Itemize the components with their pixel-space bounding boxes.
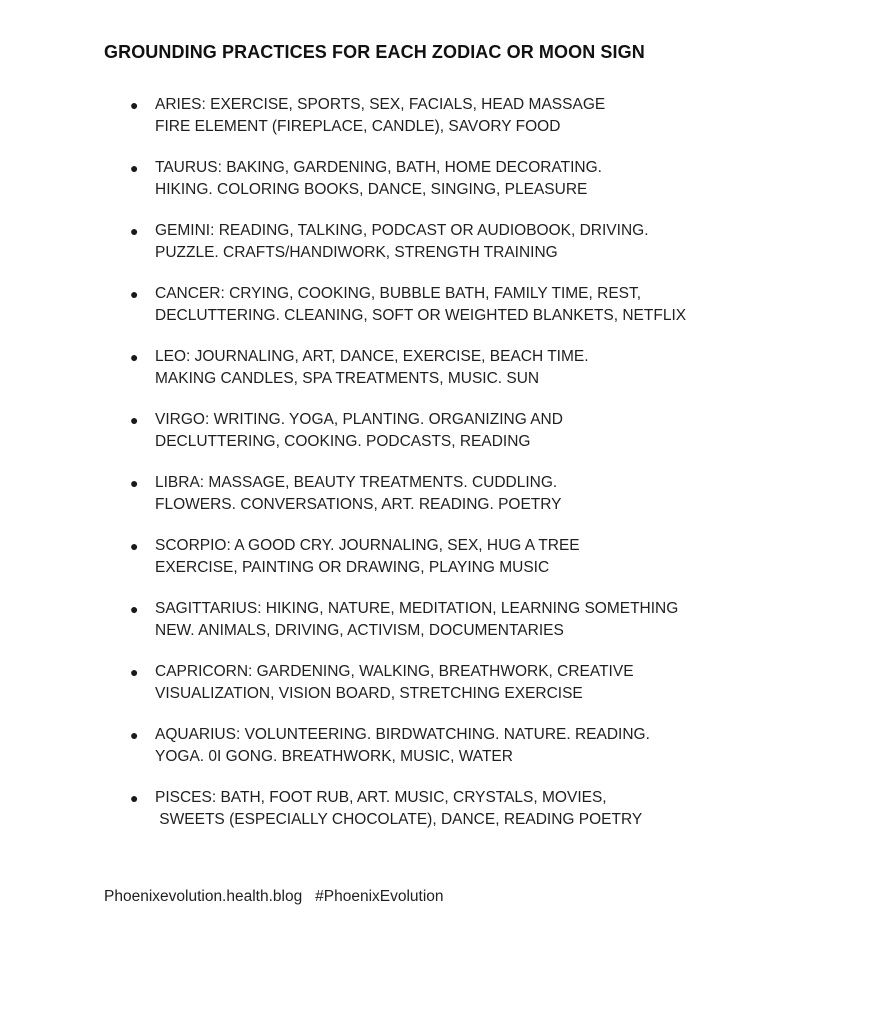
item-line: SAGITTARIUS: HIKING, NATURE, MEDITATION, LEARNING SOMETHING: [155, 600, 679, 617]
list-item-scorpio: [128, 535, 848, 598]
item-line: DECLUTTERING. CLEANING, SOFT OR WEIGHTED BLANKETS, NETFLIX: [155, 306, 687, 324]
item-line: EXERCISE, PAINTING OR DRAWING, PLAYING MUSIC: [155, 558, 550, 576]
item-line: CAPRICORN: GARDENING, WALKING, BREATHWORK, CREATIVE: [155, 663, 634, 680]
item-line: SWEETS (ESPECIALLY CHOCOLATE), DANCE, READING POETRY: [155, 810, 643, 828]
item-line: CANCER: CRYING, COOKING, BUBBLE BATH, FAMILY TIME, REST,: [155, 285, 642, 302]
bullet-icon: ●: [130, 538, 139, 554]
item-line: ARIES: EXERCISE, SPORTS, SEX, FACIALS, HEAD MASSAGE: [155, 96, 606, 113]
bullet-icon: ●: [130, 97, 139, 113]
footer-credit: Phoenixevolution.health.blog #PhoenixEvolution: [104, 888, 444, 905]
bullet-icon: ●: [130, 601, 139, 617]
item-line: NEW. ANIMALS, DRIVING, ACTIVISM, DOCUMENTARIES: [155, 621, 564, 639]
list-item-libra: [128, 472, 848, 535]
item-line: VIRGO: WRITING. YOGA, PLANTING. ORGANIZING AND: [155, 411, 563, 428]
item-line: PISCES: BATH, FOOT RUB, ART. MUSIC, CRYSTALS, MOVIES,: [155, 789, 607, 806]
bullet-icon: ●: [130, 475, 139, 491]
list-item-leo: [128, 346, 848, 409]
bullet-icon: ●: [130, 790, 139, 806]
zodiac-list: [128, 94, 848, 850]
bullet-icon: ●: [130, 664, 139, 680]
item-line: PUZZLE. CRAFTS/HANDIWORK, STRENGTH TRAINING: [155, 243, 558, 261]
bullet-icon: ●: [130, 286, 139, 302]
item-line: FIRE ELEMENT (FIREPLACE, CANDLE), SAVORY FOOD: [155, 117, 561, 135]
list-item-gemini: [128, 220, 848, 283]
page-title: GROUNDING PRACTICES FOR EACH ZODIAC OR MOON SIGN: [104, 42, 645, 62]
list-item-capricorn: [128, 661, 848, 724]
bullet-icon: ●: [130, 412, 139, 428]
item-line: TAURUS: BAKING, GARDENING, BATH, HOME DECORATING.: [155, 159, 602, 176]
item-line: LIBRA: MASSAGE, BEAUTY TREATMENTS. CUDDLING.: [155, 474, 558, 491]
bullet-icon: ●: [130, 160, 139, 176]
list-item-cancer: [128, 283, 848, 346]
item-line: VISUALIZATION, VISION BOARD, STRETCHING EXERCISE: [155, 684, 583, 702]
item-line: SCORPIO: A GOOD CRY. JOURNALING, SEX, HUG A TREE: [155, 537, 580, 554]
item-line: AQUARIUS: VOLUNTEERING. BIRDWATCHING. NATURE. READING.: [155, 726, 650, 743]
item-line: LEO: JOURNALING, ART, DANCE, EXERCISE, BEACH TIME.: [155, 348, 589, 365]
item-line: HIKING. COLORING BOOKS, DANCE, SINGING, PLEASURE: [155, 180, 588, 198]
list-item-aries: [128, 94, 848, 157]
list-item-sagittarius: [128, 598, 848, 661]
bullet-icon: ●: [130, 223, 139, 239]
bullet-icon: ●: [130, 349, 139, 365]
list-item-aquarius: [128, 724, 848, 787]
item-line: FLOWERS. CONVERSATIONS, ART. READING. POETRY: [155, 495, 562, 513]
item-line: MAKING CANDLES, SPA TREATMENTS, MUSIC. SUN: [155, 369, 540, 387]
list-item-pisces: [128, 787, 848, 850]
list-item-taurus: [128, 157, 848, 220]
item-line: GEMINI: READING, TALKING, PODCAST OR AUDIOBOOK, DRIVING.: [155, 222, 649, 239]
bullet-icon: ●: [130, 727, 139, 743]
item-line: YOGA. 0I GONG. BREATHWORK, MUSIC, WATER: [155, 747, 513, 765]
item-line: DECLUTTERING, COOKING. PODCASTS, READING: [155, 432, 531, 450]
list-item-virgo: [128, 409, 848, 472]
